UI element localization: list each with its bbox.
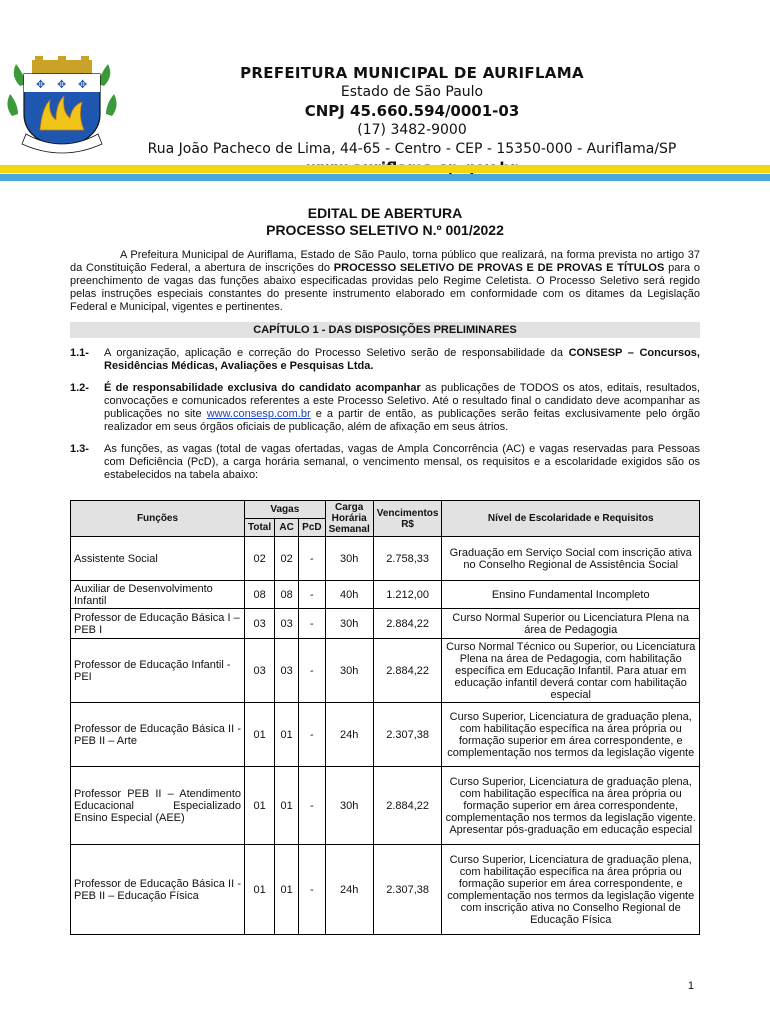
cell-total: 03 xyxy=(245,639,275,703)
cell-pcd: - xyxy=(299,845,325,935)
cell-total: 08 xyxy=(245,581,275,609)
address: Rua João Pacheco de Lima, 44-65 - Centro - CEP - 15350-000 - Auriflama/SP xyxy=(147,141,677,157)
document-subtitle: PROCESSO SELETIVO N.º 001/2022 xyxy=(266,222,504,238)
cell-carga: 24h xyxy=(325,845,373,935)
page-number: 1 xyxy=(687,980,694,992)
cell-ac: 03 xyxy=(275,639,299,703)
cell-vencimento: 2.884,22 xyxy=(373,767,442,845)
cell-pcd: - xyxy=(299,639,325,703)
svg-text:✥: ✥ xyxy=(57,78,67,91)
cell-requisitos: Curso Superior, Licenciatura de graduação plena, com habilitação específica na área própria ou formação superior em área correspondente, e complementação nos termos da legislação vigente com inscrição ativa no Conselho Regional de Educação Física xyxy=(442,845,700,935)
cell-carga: 30h xyxy=(325,537,373,581)
cell-ac: 08 xyxy=(275,581,299,609)
cell-carga: 30h xyxy=(325,609,373,639)
clause-text-end: e a partir de então, as publicações serão feitas exclusivamente pelo órgão realizador em seus órgãos oficiais de publicação, além de afixação em seus átrios. xyxy=(104,408,700,433)
vacancies-table xyxy=(70,500,700,935)
header-total: Total xyxy=(245,519,275,537)
clause-number: 1.2- xyxy=(70,382,89,394)
cell-requisitos: Graduação em Serviço Social com inscrição ativa no Conselho Regional de Assistência Social xyxy=(442,537,700,581)
municipal-crest-icon xyxy=(2,56,122,156)
clause-text xyxy=(104,382,700,434)
cell-total: 01 xyxy=(245,767,275,845)
cell-total: 02 xyxy=(245,537,275,581)
document-body xyxy=(70,205,700,482)
header-carga: Carga Horária Semanal xyxy=(325,501,373,537)
cell-vencimento: 2.307,38 xyxy=(373,845,442,935)
cell-funcao: Professor PEB II – Atendimento Educacional Especializado Ensino Especial (AEE) xyxy=(71,767,245,845)
cell-total: 01 xyxy=(245,703,275,767)
clause-text xyxy=(104,347,700,373)
header-nivel: Nível de Escolaridade e Requisitos xyxy=(442,501,700,537)
cell-pcd: - xyxy=(299,703,325,767)
letterhead-text xyxy=(147,64,677,178)
phone: (17) 3482-9000 xyxy=(357,122,467,138)
cell-pcd: - xyxy=(299,609,325,639)
clause-1-3 xyxy=(70,443,700,482)
svg-text:✥: ✥ xyxy=(78,78,88,91)
cell-vencimento: 2.758,33 xyxy=(373,537,442,581)
header-ac: AC xyxy=(275,519,299,537)
cell-requisitos: Curso Normal Técnico ou Superior, ou Licenciatura Plena na área de Pedagogia, com habilitação específica em Educação Infantil. Para atuar em educação infantil deverá contar com habilitação especial xyxy=(442,639,700,703)
header-vagas: Vagas xyxy=(245,501,326,519)
cell-vencimento: 2.884,22 xyxy=(373,609,442,639)
intro-text: A Prefeitura Municipal de Auriflama, Estado de São Paulo, torna público que realizará, na forma prevista no artigo 37 da Constituição Federal, a abertura de inscrições do xyxy=(70,249,700,274)
intro-paragraph xyxy=(70,249,700,314)
clause-number: 1.3- xyxy=(70,443,89,455)
header-vencimentos: Vencimentos R$ xyxy=(373,501,442,537)
cell-ac: 01 xyxy=(275,845,299,935)
cell-carga: 30h xyxy=(325,639,373,703)
intro-text-end: para o preenchimento de vagas das funções abaixo especificadas providas pelo Regime Celetista. O Processo Seletivo será regido pelas instruções especiais constantes do presente instrumento elaborado em conformidade com os ditames da Legislação Federal e Municipal, vigentes e pertinentes. xyxy=(70,262,700,313)
table-row xyxy=(71,581,700,609)
intro-bold: PROCESSO SELETIVO DE PROVAS E DE PROVAS E TÍTULOS xyxy=(333,262,665,274)
cell-ac: 01 xyxy=(275,703,299,767)
clause-text-part: A organização, aplicação e correção do Processo Seletivo serão de responsabilidade da xyxy=(104,347,569,359)
cell-ac: 01 xyxy=(275,767,299,845)
clause-number: 1.1- xyxy=(70,347,89,359)
cell-funcao: Professor de Educação Básica I – PEB I xyxy=(71,609,245,639)
cell-total: 03 xyxy=(245,609,275,639)
cell-requisitos: Ensino Fundamental Incompleto xyxy=(442,581,700,609)
cell-requisitos: Curso Normal Superior ou Licenciatura Plena na área de Pedagogia xyxy=(442,609,700,639)
clause-1-2 xyxy=(70,382,700,434)
cell-requisitos: Curso Superior, Licenciatura de graduação plena, com habilitação específica na área própria ou formação superior em área correspondente, e complementação nos termos da legislação vigente xyxy=(442,703,700,767)
table-row xyxy=(71,537,700,581)
cell-total: 01 xyxy=(245,845,275,935)
cell-pcd: - xyxy=(299,767,325,845)
header-funcoes: Funções xyxy=(71,501,245,537)
state-name: Estado de São Paulo xyxy=(340,84,484,100)
yellow-stripe xyxy=(0,165,770,173)
cell-funcao: Auxiliar de Desenvolvimento Infantil xyxy=(71,581,245,609)
blue-stripe xyxy=(0,174,770,181)
cell-vencimento: 2.884,22 xyxy=(373,639,442,703)
cnpj: CNPJ 45.660.594/0001-03 xyxy=(304,102,520,120)
cell-ac: 03 xyxy=(275,609,299,639)
cell-funcao: Professor de Educação Básica II - PEB II – Educação Física xyxy=(71,845,245,935)
clause-text-part: as publicações de TODOS os atos, editais, resultados, convocações e comunicados referentes a este Processo Seletivo. Até o resultado final o candidato deve acompanhar as publicações no site xyxy=(104,382,700,420)
clause-text: As funções, as vagas (total de vagas ofertadas, vagas de Ampla Concorrência (AC) e vagas reservadas para Pessoas com Deficiência (PcD), a carga horária semanal, o vencimento mensal, os requisitos e a escolaridade exigidos são os estabelecidos na tabela abaixo: xyxy=(104,443,700,481)
document-title: EDITAL DE ABERTURA xyxy=(307,205,463,221)
cell-pcd: - xyxy=(299,581,325,609)
header-pcd: PcD xyxy=(299,519,325,537)
chapter-heading: CAPÍTULO 1 - DAS DISPOSIÇÕES PRELIMINARES xyxy=(70,322,700,338)
consesp-link[interactable]: www.consesp.com.br xyxy=(206,408,311,420)
table-row xyxy=(71,845,700,935)
cell-vencimento: 1.212,00 xyxy=(373,581,442,609)
cell-carga: 30h xyxy=(325,767,373,845)
cell-carga: 24h xyxy=(325,703,373,767)
table-row xyxy=(71,767,700,845)
clause-text-bold: É de responsabilidade exclusiva do candidato acompanhar xyxy=(104,382,421,394)
letterhead xyxy=(0,0,770,190)
svg-text:✥: ✥ xyxy=(36,78,46,91)
cell-pcd: - xyxy=(299,537,325,581)
table-row xyxy=(71,703,700,767)
cell-funcao: Professor de Educação Infantil - PEI xyxy=(71,639,245,703)
cell-requisitos: Curso Superior, Licenciatura de graduação plena, com habilitação específica na área própria ou formação superior em área correspondente, complementação nos termos da legislação vigente. Apresentar pós-graduação em educação especial xyxy=(442,767,700,845)
clause-1-1 xyxy=(70,347,700,373)
table-row xyxy=(71,609,700,639)
municipality-name: PREFEITURA MUNICIPAL DE AURIFLAMA xyxy=(240,64,584,82)
cell-funcao: Professor de Educação Básica II - PEB II – Arte xyxy=(71,703,245,767)
cell-vencimento: 2.307,38 xyxy=(373,703,442,767)
table-row xyxy=(71,639,700,703)
cell-funcao: Assistente Social xyxy=(71,537,245,581)
clause-text-bold: CONSESP – Concursos, Residências Médicas, Avaliações e Pesquisas Ltda. xyxy=(104,347,700,372)
cell-carga: 40h xyxy=(325,581,373,609)
cell-ac: 02 xyxy=(275,537,299,581)
